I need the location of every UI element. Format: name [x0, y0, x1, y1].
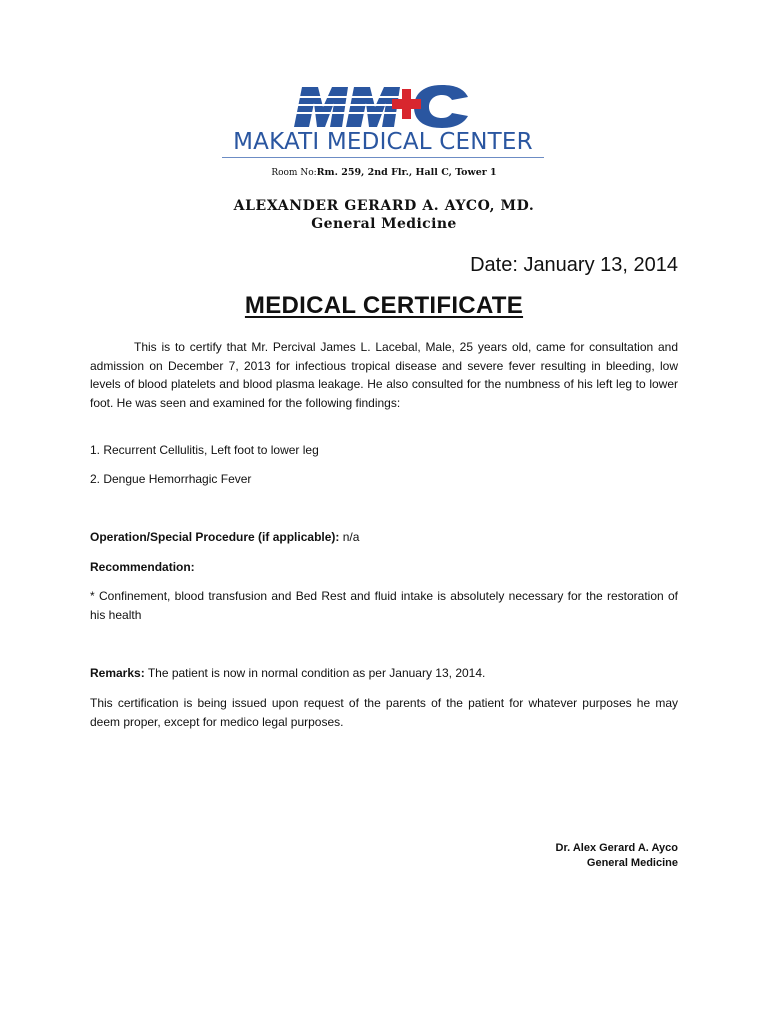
- operation-value: n/a: [339, 530, 360, 544]
- operation-label: Operation/Special Procedure (if applicable):: [90, 530, 340, 544]
- room-number-line: [0, 167, 768, 178]
- recommendation-label: Recommendation:: [90, 560, 195, 574]
- intro-paragraph: This is to certify that Mr. Percival James L. Lacebal, Male, 25 years old, came for consultation and admission on December 7, 2013 for infectious tropical disease and severe fever resulting in bleeding, low levels of blood platelets and blood plasma leakage. He also consulted for the numbness of his left leg to lower foot. He was seen and examined for the following findings:: [90, 340, 678, 410]
- remarks-line: [90, 664, 678, 683]
- signature-block: [556, 841, 678, 870]
- doctor-name: ALEXANDER GERARD A. AYCO, MD.: [233, 198, 535, 214]
- remarks-label: Remarks:: [90, 666, 145, 680]
- signature-title: General Medicine: [586, 856, 678, 869]
- room-value: Rm. 259, 2nd Flr., Hall C, Tower 1: [316, 167, 497, 178]
- purpose-paragraph: This certification is being issued upon request of the parents of the patient for whatever purposes he may deem proper, except for medico legal purposes.: [90, 696, 678, 729]
- finding-item: 1. Recurrent Cellulitis, Left foot to lower leg: [90, 443, 319, 457]
- room-label: Room No:: [271, 168, 317, 178]
- certificate-date: Date: January 13, 2014: [470, 254, 678, 276]
- certificate-title: MEDICAL CERTIFICATE: [244, 292, 524, 319]
- operation-line: [90, 528, 678, 547]
- doctor-specialty: General Medicine: [311, 216, 457, 232]
- finding-item: 2. Dengue Hemorrhagic Fever: [90, 472, 252, 486]
- signature-name: Dr. Alex Gerard A. Ayco: [555, 842, 678, 854]
- mmc-logo: [292, 83, 472, 129]
- institution-name: MAKATI MEDICAL CENTER: [222, 129, 544, 158]
- remarks-text: The patient is now in normal condition as per January 13, 2014.: [144, 666, 486, 680]
- recommendation-text: * Confinement, blood transfusion and Bed Rest and fluid intake is absolutely necessary for the restoration of his health: [90, 589, 678, 622]
